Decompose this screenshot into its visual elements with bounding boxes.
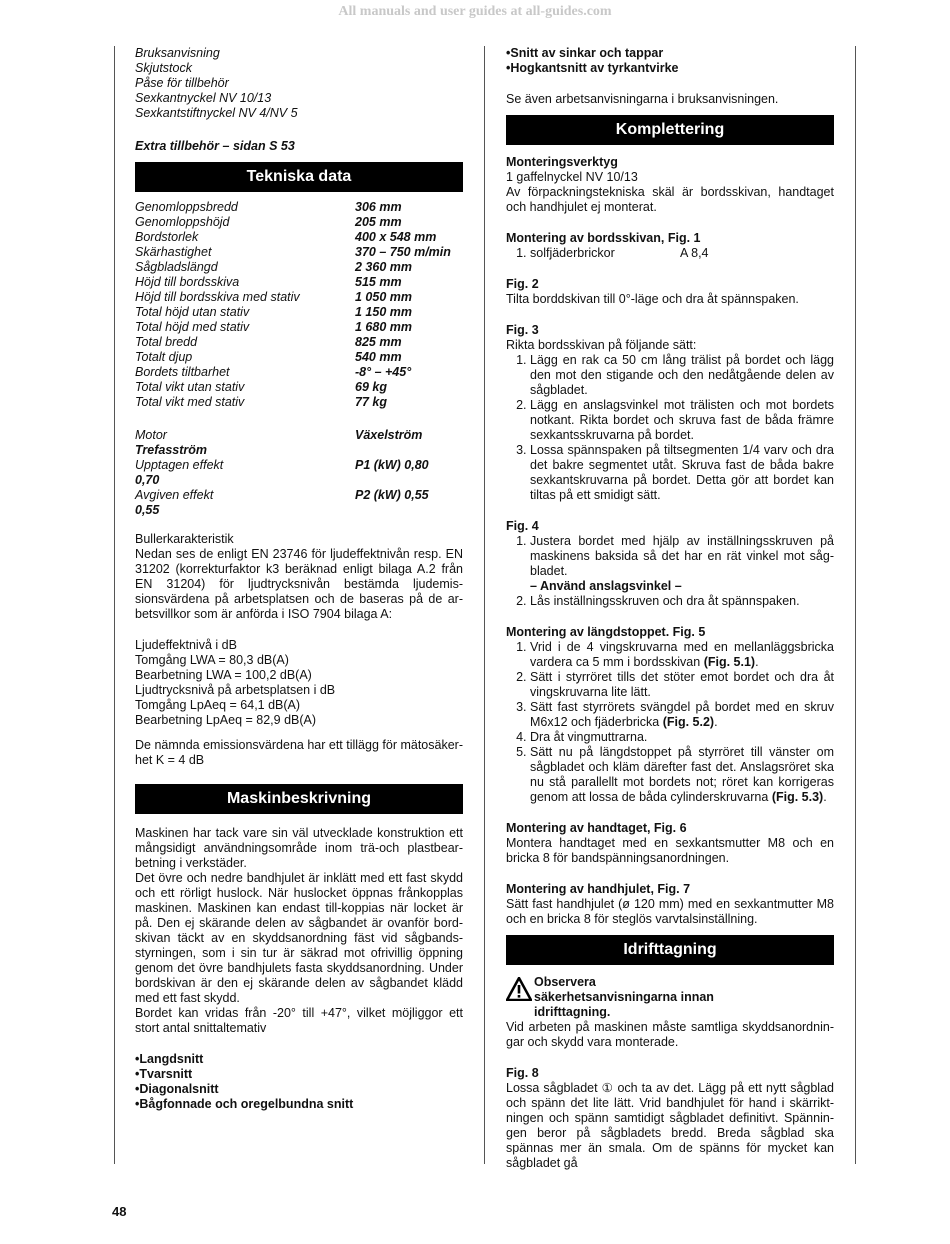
tech-key: Sågbladslängd xyxy=(135,260,218,274)
left-margin-rule xyxy=(114,46,115,1164)
list-item: • Snitt av sinkar och tappar xyxy=(506,46,834,61)
noise-line: Bearbetning LpAeq = 82,9 dB(A) xyxy=(135,713,317,727)
contents-item: Påse för tillbehör xyxy=(135,76,229,90)
tech-value: 2 360 mm xyxy=(355,260,412,274)
list-item xyxy=(530,700,834,730)
fig1-code: A 8,4 xyxy=(680,246,709,260)
tech-key: Bordets tiltbarhet xyxy=(135,365,230,379)
extra-accessories: Extra tillbehör – sidan S 53 xyxy=(135,139,295,153)
fig5-list xyxy=(506,640,834,805)
tech-value: 370 – 750 m/min xyxy=(355,245,451,259)
output-power-label: Avgiven effekt xyxy=(135,488,214,502)
table-row xyxy=(135,380,463,395)
noise-line: Ljudtrycksnivå på arbetsplatsen i dB xyxy=(135,683,336,697)
list-item xyxy=(530,745,834,805)
table-row xyxy=(135,260,463,275)
tools-line: 1 gaffelnyckel NV 10/13 xyxy=(506,170,638,184)
tech-value: -8° – +45° xyxy=(355,365,412,379)
tech-key: Total höjd med stativ xyxy=(135,320,250,334)
list-item: • Hogkantsnitt av tyrkantvirke xyxy=(506,61,834,76)
fig5-title: Montering av längdstoppet. Fig. 5 xyxy=(506,625,706,639)
tech-key: Höjd till bordsskiva xyxy=(135,275,240,289)
contents-item: Skjutstock xyxy=(135,61,192,75)
noise-title: Bullerkarakteristik xyxy=(135,532,234,546)
list-item: 2. Lås inställningsskruven och dra åt spännspaken. xyxy=(530,594,834,609)
fig4-item1: Justera bordet med hjälp av inställningsskruven på maskinens baksida så det har en rät vinkel mot sågbladet. xyxy=(530,534,834,578)
table-row xyxy=(135,275,463,290)
safety-warning xyxy=(506,975,834,1020)
list-item: 1. Lägg en rak ca 50 cm lång trälist på bordet och lägg den mot den stigande och den nedåtgående delen av sågbladet. xyxy=(530,353,834,398)
table-row xyxy=(135,245,463,260)
machine-description-p3: Bordet kan vridas från -20° till +47°, vilket möjliggor ett stort antal snittaltemativ xyxy=(135,1006,463,1035)
input-power-label: Upptagen effekt xyxy=(135,458,224,472)
fig7-title: Montering av handhjulet, Fig. 7 xyxy=(506,882,691,896)
fig1-list xyxy=(506,246,834,261)
right-margin-rule xyxy=(855,46,856,1164)
tech-key: Total vikt utan stativ xyxy=(135,380,245,394)
fig5-tail: . xyxy=(755,655,759,669)
list-item: • Tvarsnitt xyxy=(135,1067,463,1082)
idrift-text: Vid arbeten på maskinen måste samtliga skyddsanordningar och skydd vara monterade. xyxy=(506,1020,834,1049)
table-row xyxy=(135,335,463,350)
output-power-value: P2 (kW) 0,55 xyxy=(355,488,429,502)
fig5-ref: (Fig. 5.2) xyxy=(662,715,715,729)
warning-icon xyxy=(506,977,532,1001)
page-number: 48 xyxy=(112,1204,127,1219)
fig5-text: Sätt fast styrrörets svängdel på bordet med en skruv M6x12 och fjäderbricka xyxy=(530,700,834,729)
fig5-text: Dra åt vingmuttrarna. xyxy=(530,730,648,744)
cut-types-list xyxy=(135,1052,463,1112)
machine-description-p2: Det övre och nedre bandhjulet är inklätt med ett fast skydd och ett rörligt huslock. När huslocket öppnas frånkopplas maskinen. Maskinen kan endast till-koppias när locket är på. Den ej skärande delen av sågbandet är ovanför bordskivan täckt av en skyddsanordning fäst vid sågbandsstyrningen, som i sin tur är säkrad mot ofrivillig öppning genom det övre bandhjulets fasta skyddsanordning. Under bordskivan är den ej skärande delen av sågbandet klädd med ett fast skydd. xyxy=(135,871,463,1005)
list-item: 2. Lägg en anslagsvinkel mot trälisten och mot bordets notkant. Rikta bordet och skruva fast de båda främre sexkantsskruvarna på bordet. xyxy=(530,398,834,443)
fig2-title: Fig. 2 xyxy=(506,277,539,291)
fig8-title: Fig. 8 xyxy=(506,1066,539,1080)
tech-value: 205 mm xyxy=(355,215,402,229)
fig5-tail: . xyxy=(823,790,827,804)
table-row xyxy=(135,290,463,305)
fig2-text: Tilta borddskivan till 0°-läge och dra åt spännspaken. xyxy=(506,292,799,306)
output-power-value-2: 0,55 xyxy=(135,503,160,517)
tech-key: Höjd till bordsskiva med stativ xyxy=(135,290,300,304)
fig1-title: Montering av bordsskivan, Fig. 1 xyxy=(506,231,701,245)
fig5-text: Sätt nu på längdstoppet på styrröret till vänster om sågbladet och kläm därefter fast det. Anslagsröret ska nu stå parallellt mot bordets not; röret kan korrigeras genom att lossa de båda cylinderskruvarna xyxy=(530,745,834,804)
fig5-text: Vrid i de 4 vingskruvarna med en mellanläggsbricka vardera ca 5 mm i bordsskivan xyxy=(530,640,834,669)
komplettering-heading: Komplettering xyxy=(506,115,834,145)
fig3-title: Fig. 3 xyxy=(506,323,539,337)
idrifttagning-heading: Idrifttagning xyxy=(506,935,834,965)
input-power-value: P1 (kW) 0,80 xyxy=(355,458,429,472)
machine-description-heading: Maskinbeskrivning xyxy=(135,784,463,814)
tech-key: Total vikt med stativ xyxy=(135,395,245,409)
tech-value: 306 mm xyxy=(355,200,402,214)
table-row xyxy=(135,320,463,335)
tech-value: 400 x 548 mm xyxy=(355,230,437,244)
list-item xyxy=(530,730,834,745)
tech-value: 77 kg xyxy=(355,395,387,409)
fig5-ref: (Fig. 5.3) xyxy=(771,790,824,804)
noise-note: De nämnda emissionsvärdena har ett tillägg för mätosäkerhet K = 4 dB xyxy=(135,738,463,767)
contents-item: Sexkantstiftnyckel NV 4/NV 5 xyxy=(135,106,298,120)
input-power-value-2: 0,70 xyxy=(135,473,160,487)
list-item xyxy=(530,670,834,700)
tech-data-heading: Tekniska data xyxy=(135,162,463,192)
tech-key: Bordstorlek xyxy=(135,230,199,244)
table-row xyxy=(135,395,463,410)
list-item xyxy=(530,534,834,594)
fig4-title: Fig. 4 xyxy=(506,519,539,533)
table-row xyxy=(135,350,463,365)
fig6-title: Montering av handtaget, Fig. 6 xyxy=(506,821,687,835)
noise-line: Ljudeffektnivå i dB xyxy=(135,638,237,652)
fig5-tail: . xyxy=(714,715,718,729)
tech-key: Skärhastighet xyxy=(135,245,212,259)
left-column xyxy=(135,46,463,1112)
motor-subtype: Trefasström xyxy=(135,443,208,457)
fig7-text: Sätt fast handhjulet (ø 120 mm) med en sexkantmutter M8 och en bricka 8 för steglös varvtalsinställning. xyxy=(506,897,834,926)
tech-value: 515 mm xyxy=(355,275,402,289)
tech-data-table xyxy=(135,200,463,410)
tech-value: 1 680 mm xyxy=(355,320,412,334)
see-also: Se även arbetsanvisningarna i bruksanvisningen. xyxy=(506,92,779,106)
fig1-item: solfjäderbrickor xyxy=(530,246,615,260)
motor-label: Motor xyxy=(135,428,167,442)
tech-key: Genomloppshöjd xyxy=(135,215,230,229)
tools-title: Monteringsverktyg xyxy=(506,155,618,169)
machine-description-p1: Maskinen har tack vare sin väl utvecklade konstruktion ett mångsidigt användningsområde inom trä-och plastbearbetning i verkstäder. xyxy=(135,826,463,870)
noise-text: Nedan ses de enligt EN 23746 för ljudeffektnivån resp. EN 31202 (korrekturfaktor k3 beräknad enligt bilaga A.2 från EN 31204) för ljudtrycksnivån bestämda ljudemissionsvärdena på arbetsplatsen och de baseras på de arbetsvillkor som är anförda i ISO 7904 bilaga A: xyxy=(135,547,463,621)
right-column xyxy=(506,46,834,1171)
table-row xyxy=(135,305,463,320)
tech-key: Genomloppsbredd xyxy=(135,200,238,214)
table-row xyxy=(135,365,463,380)
tech-value: 69 kg xyxy=(355,380,387,394)
fig8-text: Lossa sågbladet ① och ta av det. Lägg på ett nytt sågblad och spänn det lite lätt. Vrid bandhjulet för hand i skärriktningen och spänn samtidigt sågbladet definitivt. Spänningen beror på sågbladets bredd. Breda sågblad ska spännas mer än smala. Om de spänns för mycket kan sågbladet gå xyxy=(506,1081,834,1170)
center-rule xyxy=(484,46,485,1164)
table-row xyxy=(135,215,463,230)
contents-item: Sexkantnyckel NV 10/13 xyxy=(135,91,272,105)
noise-line: Tomgång LWA = 80,3 dB(A) xyxy=(135,653,289,667)
fig4-note: – Använd anslagsvinkel – xyxy=(530,579,682,593)
fig3-intro: Rikta bordsskivan på följande sätt: xyxy=(506,338,697,352)
list-item: • Langdsnitt xyxy=(135,1052,463,1067)
tech-value: 1 150 mm xyxy=(355,305,412,319)
list-item xyxy=(530,246,834,261)
tech-value: 540 mm xyxy=(355,350,402,364)
noise-line: Bearbetning LWA = 100,2 dB(A) xyxy=(135,668,312,682)
motor-block xyxy=(135,428,463,518)
tech-value: 825 mm xyxy=(355,335,402,349)
tech-value: 1 050 mm xyxy=(355,290,412,304)
fig3-list xyxy=(506,353,834,503)
fig4-list xyxy=(506,534,834,609)
contents-list xyxy=(135,46,463,121)
fig6-text: Montera handtaget med en sexkantsmutter M8 och en bricka 8 för bandspänningsanordningen. xyxy=(506,836,834,865)
cut-types-list-continued xyxy=(506,46,834,76)
list-item: • Diagonalsnitt xyxy=(135,1082,463,1097)
tech-key: Totalt djup xyxy=(135,350,193,364)
list-item xyxy=(530,640,834,670)
table-row xyxy=(135,230,463,245)
fig5-text: Sätt i styrröret tills det stöter emot bordet och dra åt vingskruvarna lite lätt. xyxy=(530,670,834,699)
tools-text: Av förpackningstekniska skäl är bordsskivan, handtaget och handhjulet ej monterat. xyxy=(506,185,834,214)
motor-value: Växelström xyxy=(355,428,423,442)
table-row xyxy=(135,200,463,215)
list-item: 3. Lossa spännspaken på tiltsegmenten 1/4 varv och dra det bakre segmentet utåt. Skruva fast de båda bakre sexkantskruvarna på bordet. Detta gör att bordet kan tiltas på ett smidigt sätt. xyxy=(530,443,834,503)
watermark: All manuals and user guides at all-guides.com xyxy=(338,4,612,19)
fig5-ref: (Fig. 5.1) xyxy=(703,655,756,669)
warning-text: Observera säkerhetsanvisningarna innan idrifttagning. xyxy=(534,975,714,1019)
contents-item: Bruksanvisning xyxy=(135,46,220,60)
tech-key: Total bredd xyxy=(135,335,198,349)
noise-line: Tomgång LpAeq = 64,1 dB(A) xyxy=(135,698,301,712)
list-item: • Bågfonnade och oregelbundna snitt xyxy=(135,1097,463,1112)
tech-key: Total höjd utan stativ xyxy=(135,305,250,319)
